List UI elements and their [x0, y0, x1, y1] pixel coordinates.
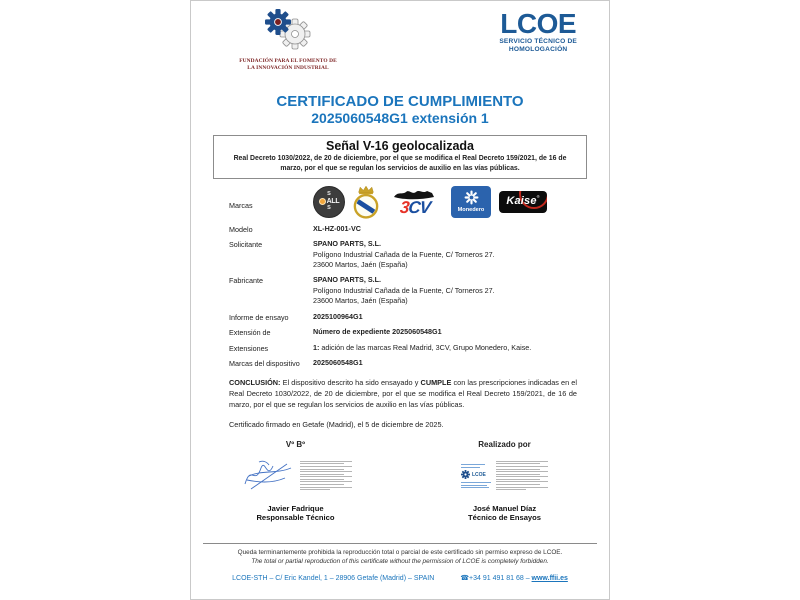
lcoe-wordmark: LCOE	[500, 8, 577, 39]
3cv-brand-logo	[387, 189, 443, 215]
extensiones-text: adición de las marcas Real Madrid, 3CV, Grupo Monedero, Kaise.	[319, 342, 532, 352]
lcoe-logo	[499, 8, 577, 55]
signature-left-smallprint	[300, 461, 352, 492]
marcas-dispositivo-label: Marcas del dispositivo	[229, 359, 300, 369]
row-modelo	[229, 224, 581, 234]
row-marcas	[229, 189, 581, 219]
stamp-lcoe-text: LCOE	[472, 471, 486, 478]
header	[191, 1, 609, 91]
signer-right-role: Técnico de Ensayos	[467, 513, 541, 523]
kaise-label: Kaise	[506, 194, 537, 207]
modelo-label: Modelo	[229, 224, 253, 234]
extensiones-number: 1:	[313, 342, 320, 352]
soscall-top-letter: S	[327, 190, 331, 197]
footer-legal-en: The total or partial reproduction of this certificate without the permission of LCOE is completely forbidden.	[251, 558, 549, 566]
informe-label: Informe de ensayo	[229, 312, 289, 322]
title-block	[191, 93, 609, 126]
fabricante-address-line1: Polígono Industrial Cañada de la Fuente, C/ Torneros 27.	[313, 285, 495, 295]
soscall-bottom-letter: S	[327, 205, 331, 212]
product-box	[213, 135, 587, 178]
product-name: Señal V-16 geolocalizada	[326, 139, 474, 154]
kaise-brand-logo	[499, 191, 547, 213]
signatures-section	[191, 440, 609, 522]
row-extensiones	[229, 343, 581, 353]
conclusion-cumple: CUMPLE	[420, 378, 452, 388]
ffii-logo-text-line1: FUNDACIÓN PARA EL FOMENTO DE	[239, 58, 337, 64]
row-informe	[229, 312, 581, 322]
signature-left	[191, 440, 400, 522]
extension-de-value: Número de expediente 2025060548G1	[313, 327, 442, 337]
fabricante-address-line2: 23600 Martos, Jaén (España)	[313, 296, 408, 306]
handwritten-signature-icon	[239, 456, 295, 496]
realizado-por-heading: Realizado por	[478, 440, 531, 450]
conclusion-text-1: El dispositivo descrito ha sido ensayado y	[280, 378, 421, 388]
signature-right-smallprint	[496, 461, 548, 492]
soscall-dot-icon	[319, 198, 326, 205]
signer-right-name: José Manuel Díaz	[472, 504, 537, 514]
extensiones-value	[313, 343, 581, 353]
fields-section	[191, 189, 609, 369]
marcas-dispositivo-value: 2025060548G1	[313, 358, 363, 368]
row-solicitante	[229, 239, 581, 270]
real-madrid-crest-icon	[353, 185, 379, 219]
signature-right	[400, 440, 609, 522]
solicitante-label: Solicitante	[229, 240, 263, 250]
footer-address: LCOE-STH – C/ Eric Kandel, 1 – 28906 Getafe (Madrid) – SPAIN	[232, 574, 435, 582]
ffii-gears-icon	[257, 7, 319, 53]
signer-left-role: Responsable Técnico	[256, 513, 335, 523]
footer-contact-line	[203, 574, 597, 582]
soscall-mid-text: ALL	[326, 198, 340, 206]
solicitante-name: SPANO PARTS, S.L.	[313, 239, 382, 249]
conclusion-label: CONCLUSIÓN:	[229, 378, 281, 388]
fabricante-name: SPANO PARTS, S.L.	[313, 275, 382, 285]
footer-divider	[203, 543, 597, 544]
monedero-label: Monedero	[457, 206, 485, 213]
extension-de-label: Extensión de	[229, 328, 271, 338]
ffii-logo	[229, 7, 347, 72]
conclusion-text-2: con las prescripciones indicadas en el Real Decreto 1030/2022, de 20 de diciembre, por el que se modifica el Real Decreto 159/2021, de 16 de marzo, por el que se regulan los servicios de auxilio en las vías públicas.	[229, 378, 577, 410]
footer	[203, 543, 597, 582]
conclusion-paragraph	[229, 378, 577, 411]
certificate-title: CERTIFICADO DE CUMPLIMIENTO	[276, 93, 524, 110]
informe-value: 2025100964G1	[313, 311, 363, 321]
solicitante-address-line1: Polígono Industrial Cañada de la Fuente, C/ Torneros 27.	[313, 249, 495, 259]
stamp-gear-icon	[461, 470, 470, 479]
brand-logos	[313, 185, 581, 219]
fabricante-label: Fabricante	[229, 276, 263, 286]
row-fabricante	[229, 275, 581, 306]
row-extension-de	[229, 327, 581, 337]
phone-icon: ☎	[460, 574, 470, 582]
ffii-logo-text-line2: LA INNOVACIÓN INDUSTRIAL	[247, 65, 329, 72]
certificate-page	[190, 0, 610, 600]
certificate-number: 2025060548G1 extensión 1	[311, 110, 489, 127]
footer-separator: –	[523, 574, 532, 582]
monedero-snowflake-icon	[464, 190, 479, 205]
product-regulation: Real Decreto 1030/2022, de 20 de diciembre, por el que se modifica el Real Decreto 159/2021, de 16 de marzo, por el que se regulan los servicios de auxilio en las vías públicas.	[233, 155, 567, 172]
row-marcas-dispositivo	[229, 358, 581, 368]
modelo-value: XL-HZ-001-VC	[313, 223, 361, 233]
kaise-registered-mark: ®	[536, 193, 540, 199]
footer-phone: +34 91 491 81 68	[469, 574, 524, 582]
signed-statement: Certificado firmado en Getafe (Madrid), el 5 de diciembre de 2025.	[229, 420, 444, 430]
monedero-brand-logo	[451, 186, 491, 218]
3cv-number: 3	[398, 197, 410, 217]
lcoe-subtitle-line1: SERVICIO TÉCNICO DE	[499, 37, 577, 45]
marcas-label: Marcas	[229, 200, 253, 210]
extensiones-label: Extensiones	[229, 343, 269, 353]
soscall-brand-icon	[313, 186, 345, 218]
lcoe-subtitle-line2: HOMOLOGACIÓN	[508, 46, 568, 54]
vobo-heading: Vº Bº	[285, 440, 306, 450]
footer-website-link[interactable]: www.ffii.es	[531, 574, 568, 582]
3cv-letters: CV	[407, 197, 432, 217]
signer-left-name: Javier Fadrique	[267, 504, 324, 514]
footer-legal-es: Queda terminantemente prohibida la reproducción total o parcial de este certificado sin permiso expreso de LCOE.	[237, 549, 563, 556]
solicitante-address-line2: 23600 Martos, Jaén (España)	[313, 259, 408, 269]
digital-signature-stamp	[461, 464, 491, 488]
